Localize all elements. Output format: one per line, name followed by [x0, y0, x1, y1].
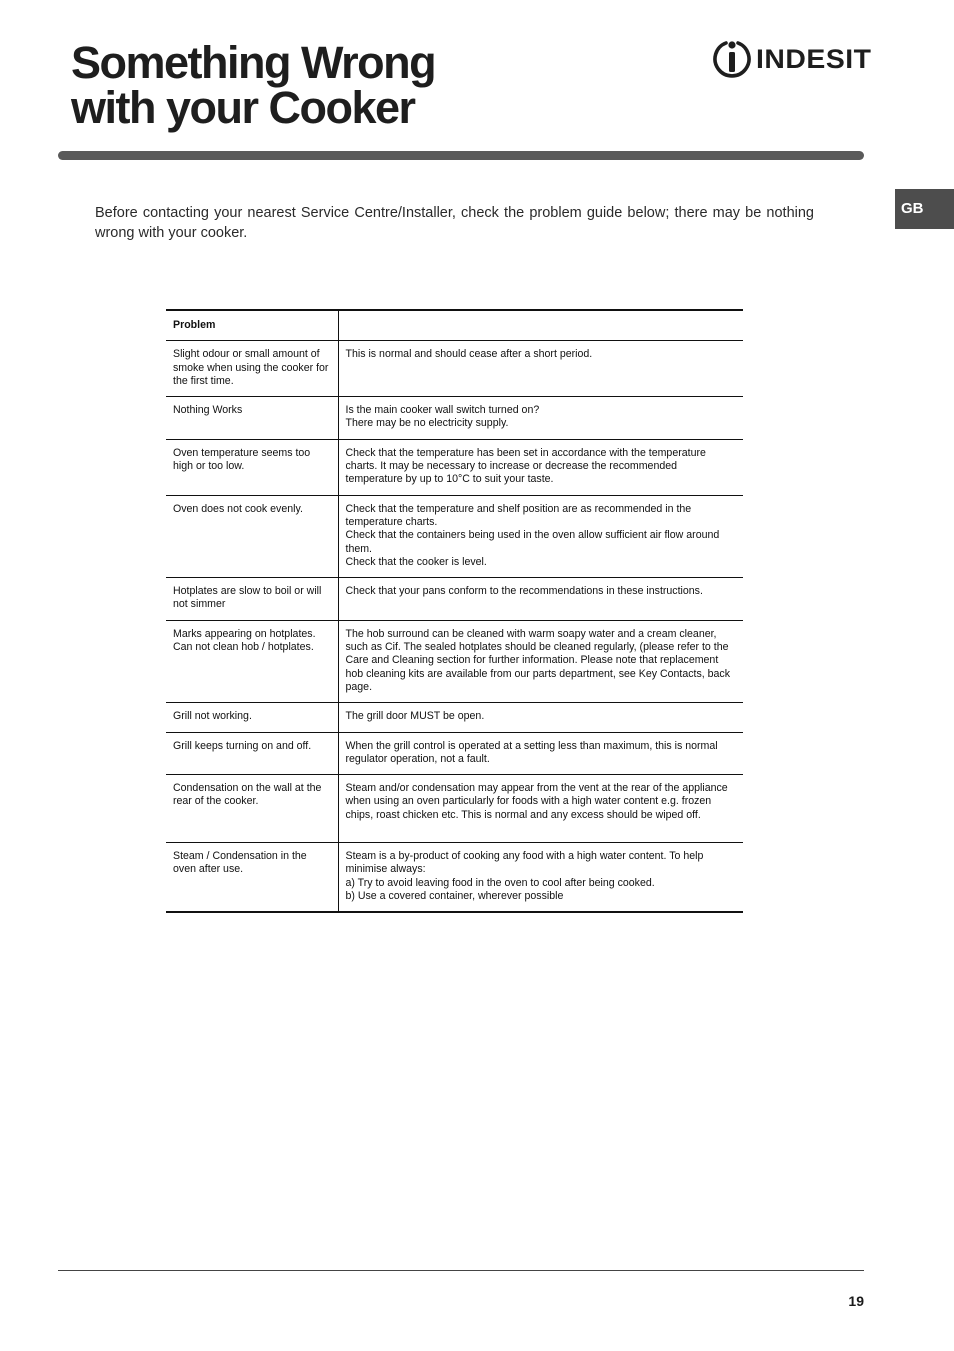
- solution-cell-line: When the grill control is operated at a setting less than maximum, this is normal regulator operation, not a fault.: [345, 739, 718, 765]
- solution-cell-line: b) Use a covered container, wherever possible: [345, 890, 564, 903]
- footer-divider: [58, 1270, 864, 1271]
- table-row: [166, 439, 743, 495]
- solution-cell-line: Check that the cooker is level.: [345, 555, 487, 568]
- table-row: [166, 341, 743, 397]
- brand-logo: [712, 38, 872, 80]
- problem-cell-line: Steam / Condensation in the oven after use.: [173, 850, 307, 876]
- solution-cell-line: Check that your pans conform to the recommendations in these instructions.: [345, 585, 703, 598]
- title-line-1: Something Wrong: [71, 37, 436, 88]
- intro-text: Before contacting your nearest Service Centre/Installer, check the problem guide below; there may be nothing wrong with your cooker.: [95, 205, 814, 241]
- problem-cell: [166, 703, 338, 732]
- table-row: [166, 578, 743, 621]
- solution-cell: [338, 439, 743, 495]
- solution-cell: [338, 341, 743, 397]
- table-row: [166, 843, 743, 913]
- solution-cell: [338, 495, 743, 577]
- solution-cell-line: Check that the containers being used in the oven allow sufficient air flow around them.: [345, 529, 720, 555]
- problem-cell-line: Oven does not cook evenly.: [173, 502, 303, 515]
- problem-cell-line: Grill keeps turning on and off.: [173, 739, 312, 752]
- table-row: [166, 703, 743, 732]
- troubleshooting-table: [166, 309, 743, 913]
- problem-cell: [166, 397, 338, 440]
- solution-cell-line: Check that the temperature and shelf position are as recommended in the temperature charts.: [345, 502, 692, 528]
- problem-cell-line: Condensation on the wall at the rear of the cooker.: [173, 782, 322, 808]
- solution-cell: [338, 843, 743, 913]
- problem-cell: [166, 439, 338, 495]
- problem-cell: [166, 620, 338, 702]
- table-row: [166, 732, 743, 775]
- solution-cell-line: Steam and/or condensation may appear from the vent at the rear of the appliance when using an oven particularly for foods with a high water content e.g. frozen chips, roast chicken etc. This is normal and any excess should be wiped off.: [345, 782, 728, 821]
- solution-cell: [338, 578, 743, 621]
- indesit-i-logo-icon: [712, 38, 752, 80]
- table-header-row: [166, 310, 743, 341]
- problem-cell: [166, 578, 338, 621]
- table-row: [166, 775, 743, 843]
- problem-cell-line: Can not clean hob / hotplates.: [173, 641, 314, 654]
- title-line-2: with your Cooker: [71, 82, 415, 133]
- table-row: [166, 397, 743, 440]
- troubleshooting-table-container: [166, 309, 743, 913]
- page-title: [71, 37, 436, 133]
- header-solution: [338, 310, 743, 341]
- problem-cell-line: Oven temperature seems too high or too low.: [173, 446, 311, 473]
- solution-cell: [338, 620, 743, 702]
- problem-cell-line: Grill not working.: [173, 710, 252, 723]
- problem-cell: [166, 495, 338, 577]
- solution-cell-line: There may be no electricity supply.: [345, 417, 509, 430]
- solution-cell: [338, 397, 743, 440]
- problem-cell-line: Hotplates are slow to boil or will not simmer: [173, 585, 322, 611]
- problem-cell: [166, 775, 338, 843]
- table-row: [166, 495, 743, 577]
- problem-cell: [166, 341, 338, 397]
- solution-cell-line: Steam is a by-product of cooking any food with a high water content. To help minimise always:: [345, 850, 704, 876]
- solution-cell-line: Is the main cooker wall switch turned on?: [345, 404, 540, 417]
- table-row: [166, 620, 743, 702]
- solution-cell: [338, 732, 743, 775]
- solution-cell-line: This is normal and should cease after a short period.: [345, 348, 593, 361]
- problem-cell-line: Nothing Works: [173, 404, 243, 417]
- page-number: 19: [848, 1293, 864, 1309]
- problem-cell-line: Slight odour or small amount of smoke when using the cooker for the first time.: [173, 348, 329, 387]
- problem-cell: [166, 843, 338, 913]
- solution-cell-line: The hob surround can be cleaned with warm soapy water and a cream cleaner, such as Cif. The sealed hotplates should be cleaned regularly, (please refer to the Care and Cleaning section for further information. Please note that replacement hob cleaning kits are available from our parts department, see Key Contacts, back page.: [345, 627, 731, 693]
- header-problem: Problem: [166, 310, 338, 341]
- problem-cell-line: Marks appearing on hotplates.: [173, 627, 316, 640]
- problem-cell: [166, 732, 338, 775]
- solution-cell-line: a) Try to avoid leaving food in the oven to cool after being cooked.: [345, 876, 655, 889]
- brand-name: INDESIT: [756, 43, 872, 74]
- solution-cell-line: Check that the temperature has been set in accordance with the temperature charts. It may be necessary to increase or decrease the recommended temperature by up to 10°C to suit your taste.: [345, 446, 706, 486]
- solution-cell: [338, 775, 743, 843]
- language-tab: GB: [895, 189, 954, 229]
- solution-cell: [338, 703, 743, 732]
- header-divider: [58, 151, 864, 160]
- solution-cell-line: The grill door MUST be open.: [345, 710, 485, 723]
